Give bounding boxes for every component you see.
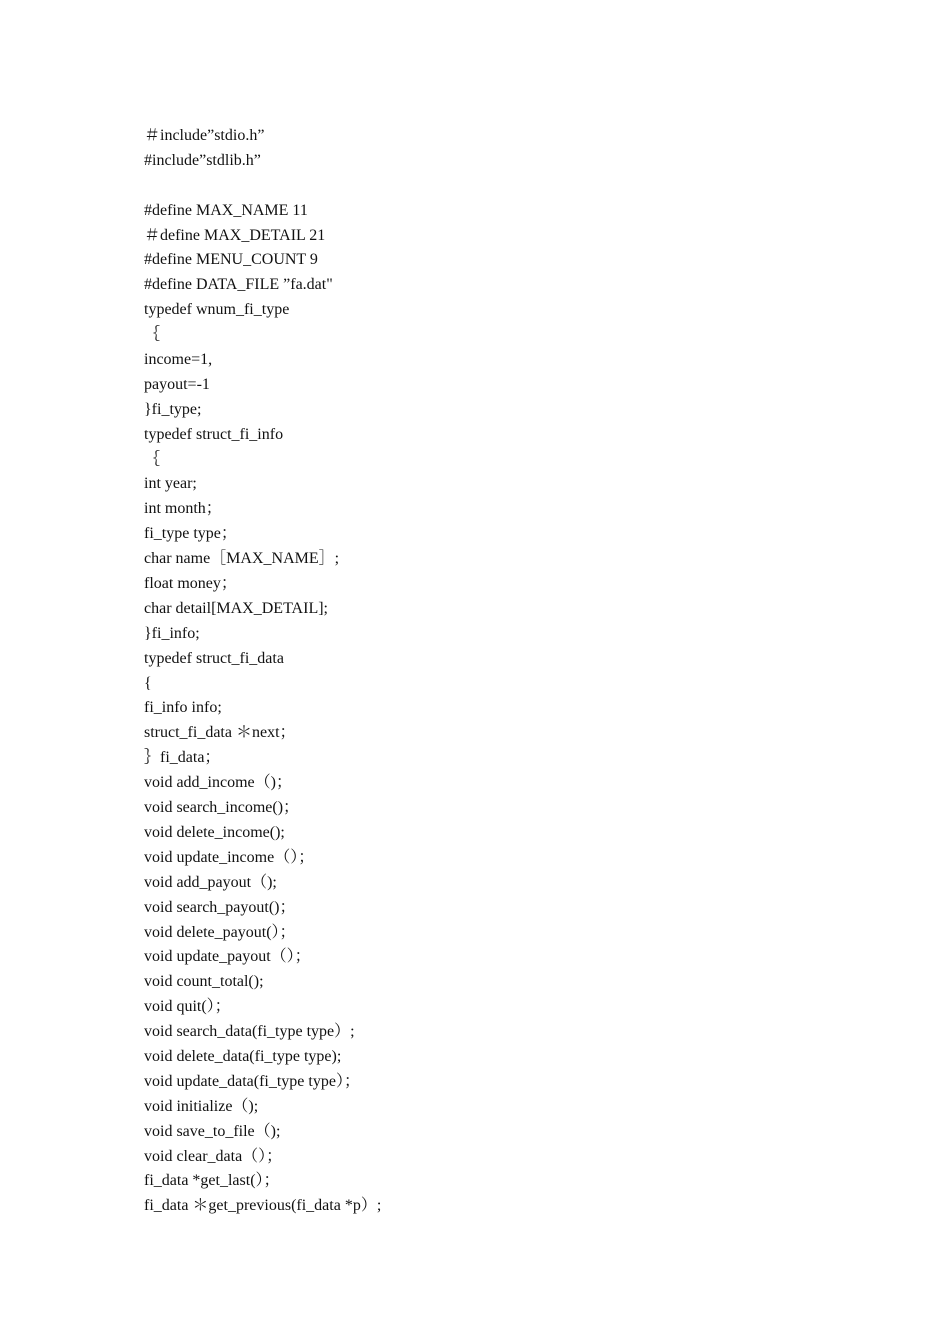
code-line: void update_data(fi_type type）； [144,1072,360,1090]
code-line: char detail[MAX_DETAIL]; [144,599,328,617]
code-listing [144,124,381,1219]
code-line: #include”stdlib.h” [144,151,261,169]
code-line: income=1, [144,351,213,369]
code-line: void update_payout（）； [144,948,311,966]
code-line: fi_type type； [144,525,237,543]
code-line: ＃define MAX_DETAIL 21 [144,226,326,244]
code-line: void delete_income(); [144,823,285,841]
code-line: void count_total(); [144,973,264,991]
code-line: typedef struct_fi_info [144,425,284,443]
code-line: void delete_payout(）； [144,923,296,941]
blank-line [144,174,381,199]
code-line: void save_to_file（); [144,1122,281,1140]
code-line: #define DATA_FILE ”fa.dat" [144,276,333,294]
code-line: float money； [144,575,237,593]
code-line: fi_data ＊get_previous(fi_data *p）; [144,1197,382,1215]
code-line: void add_income（)； [144,774,292,792]
code-line: void search_payout()； [144,898,296,916]
code-line: void search_income()； [144,799,300,817]
code-line: fi_info info; [144,699,222,717]
code-line: ＃include”stdio.h” [144,127,265,144]
code-line: fi_data *get_last(）； [144,1172,280,1190]
code-line: typedef struct_fi_data [144,649,284,667]
code-line: }fi_info; [144,624,200,642]
code-line: payout=-1 [144,375,210,393]
code-line: void add_payout（); [144,873,277,891]
code-line: int year; [144,475,197,493]
code-line: #define MAX_NAME 11 [144,201,308,219]
code-line: struct_fi_data ＊next； [144,724,296,742]
code-line: #define MENU_COUNT 9 [144,251,318,269]
code-line: ｛ [144,326,161,344]
code-line: char name［MAX_NAME］; [144,550,340,568]
code-line: void search_data(fi_type type）; [144,1023,355,1041]
code-line: void initialize（); [144,1097,259,1115]
code-line: ｝fi_data； [144,749,221,767]
code-line: void delete_data(fi_type type); [144,1047,342,1065]
code-line: { [144,674,152,692]
code-line: ｛ [144,450,161,468]
code-line: }fi_type; [144,400,202,418]
code-line: int month； [144,500,222,518]
code-line: void quit(）； [144,998,231,1016]
code-line: void clear_data（）； [144,1147,283,1165]
code-line: typedef wnum_fi_type [144,301,290,319]
code-line: void update_income（）； [144,848,315,866]
